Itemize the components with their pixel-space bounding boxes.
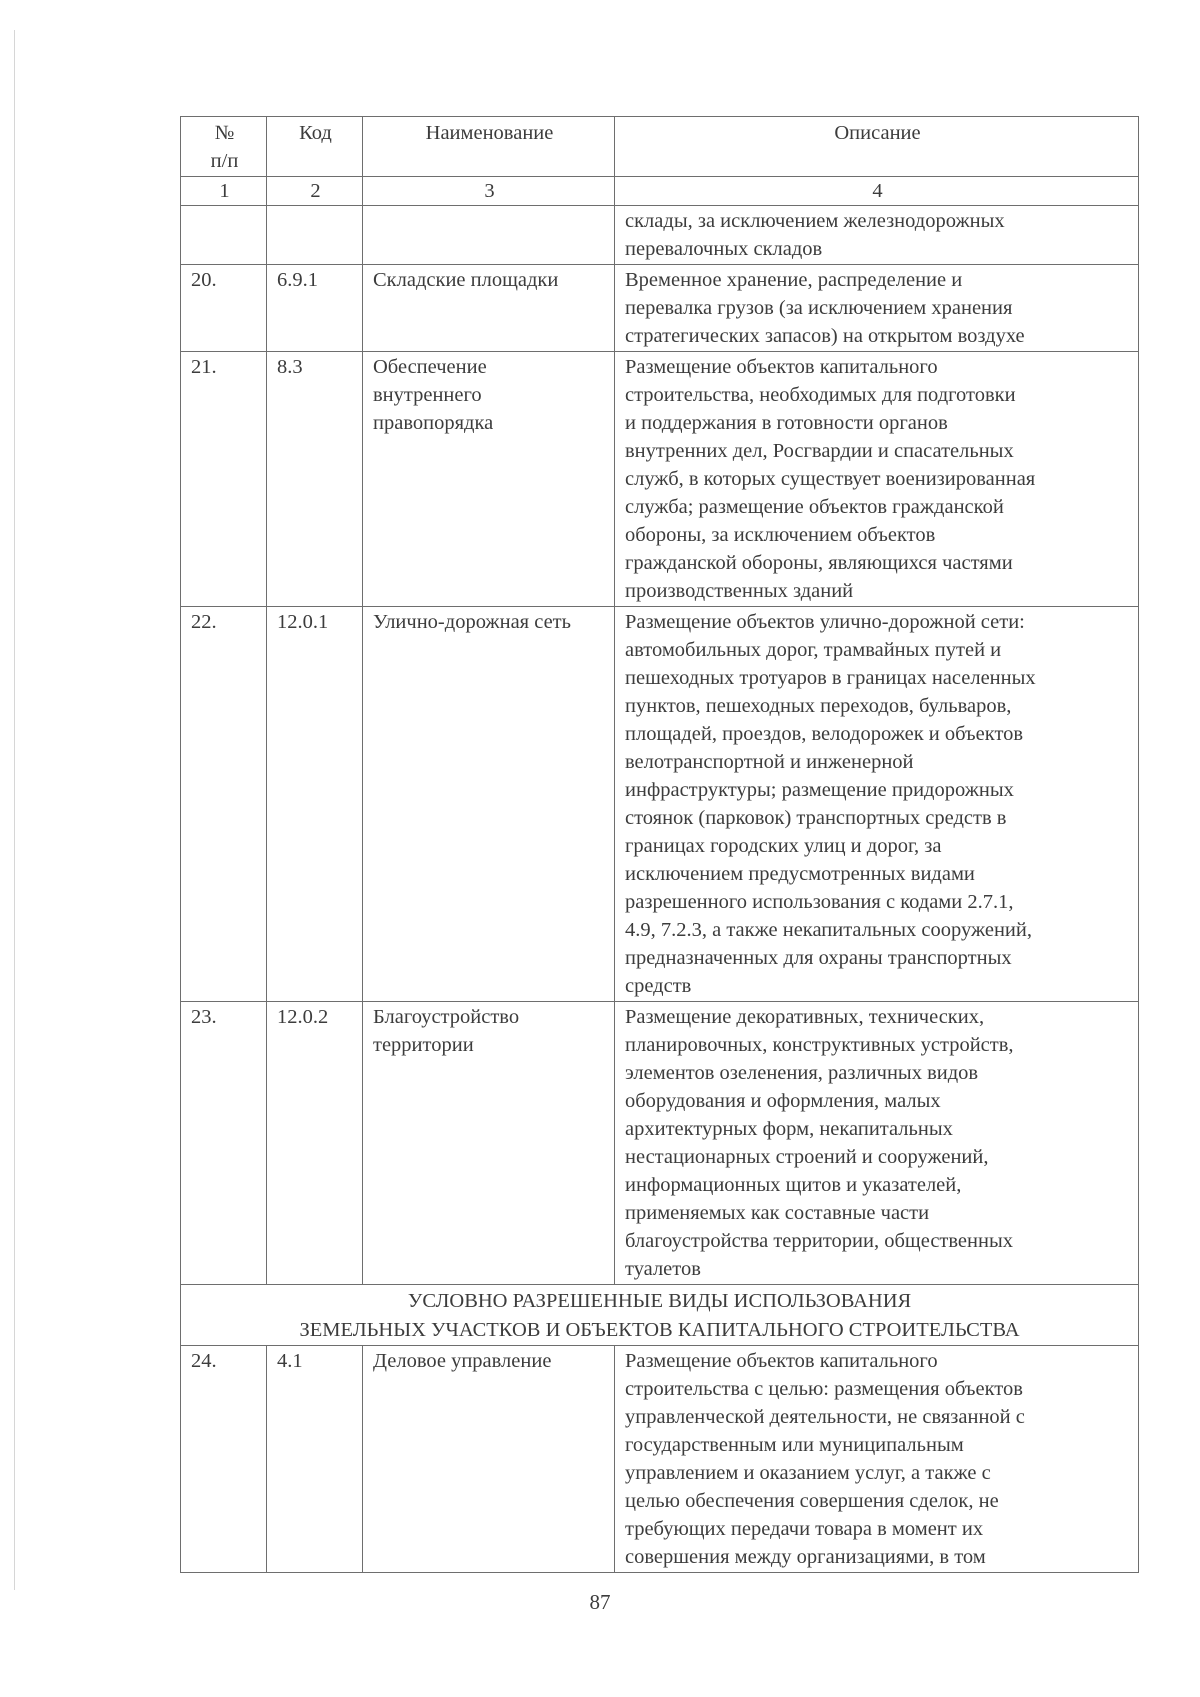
row-name: Обеспечение внутреннего правопорядка	[363, 352, 615, 607]
row-description: Размещение объектов капитального строительства с целью: размещения объектов управленческой деятельности, не связанной с государственным или муниципальным управлением и оказанием услуг, а также с целью обеспечения совершения сделок, не требующих передачи товара в момент их совершения между организациями, в том	[615, 1346, 1139, 1573]
table-row	[181, 607, 1139, 1002]
land-use-table	[180, 116, 1139, 1573]
header-name: Наименование	[363, 117, 615, 177]
row-num: 21.	[181, 352, 267, 607]
scan-margin-line	[14, 30, 15, 1590]
row-description: Размещение объектов улично-дорожной сети: автомобильных дорог, трамвайных путей и пешеходных тротуаров в границах населенных пунктов, пешеходных переходов, бульваров, площадей, проездов, велодорожек и объектов велотранспортной и инженерной инфраструктуры; размещение придорожных стоянок (парковок) транспортных средств в границах городских улиц и дорог, за исключением предусмотренных видами разрешенного использования с кодами 2.7.1, 4.9, 7.2.3, а также некапитальных сооружений, предназначенных для охраны транспортных средств	[615, 607, 1139, 1002]
column-number: 1	[181, 177, 267, 206]
table-row	[181, 1002, 1139, 1285]
row-name	[363, 206, 615, 265]
row-num: 20.	[181, 265, 267, 352]
row-num: 24.	[181, 1346, 267, 1573]
row-code: 8.3	[267, 352, 363, 607]
row-name: Улично-дорожная сеть	[363, 607, 615, 1002]
header-code: Код	[267, 117, 363, 177]
table-row-continuation	[181, 206, 1139, 265]
row-num	[181, 206, 267, 265]
row-description: склады, за исключением железнодорожных перевалочных складов	[615, 206, 1139, 265]
page-number: 87	[589, 1590, 611, 1614]
row-code	[267, 206, 363, 265]
column-number: 2	[267, 177, 363, 206]
table-row	[181, 265, 1139, 352]
row-code: 4.1	[267, 1346, 363, 1573]
section-heading: УСЛОВНО РАЗРЕШЕННЫЕ ВИДЫ ИСПОЛЬЗОВАНИЯ ЗЕМЕЛЬНЫХ УЧАСТКОВ И ОБЪЕКТОВ КАПИТАЛЬНОГО СТРОИТЕЛЬСТВА	[181, 1285, 1139, 1346]
row-code: 12.0.2	[267, 1002, 363, 1285]
column-number-row	[181, 177, 1139, 206]
column-number: 4	[615, 177, 1139, 206]
column-number: 3	[363, 177, 615, 206]
row-name: Деловое управление	[363, 1346, 615, 1573]
row-name: Благоустройство территории	[363, 1002, 615, 1285]
section-heading-row	[181, 1285, 1139, 1346]
table-row	[181, 352, 1139, 607]
table-header-row	[181, 117, 1139, 177]
row-num: 22.	[181, 607, 267, 1002]
row-code: 6.9.1	[267, 265, 363, 352]
table-row	[181, 1346, 1139, 1573]
header-num: № п/п	[181, 117, 267, 177]
row-description: Размещение объектов капитального строительства, необходимых для подготовки и поддержания в готовности органов внутренних дел, Росгвардии и спасательных служб, в которых существует военизированная служба; размещение объектов гражданской обороны, за исключением объектов гражданской обороны, являющихся частями производственных зданий	[615, 352, 1139, 607]
header-description: Описание	[615, 117, 1139, 177]
row-name: Складские площадки	[363, 265, 615, 352]
row-description: Временное хранение, распределение и перевалка грузов (за исключением хранения стратегических запасов) на открытом воздухе	[615, 265, 1139, 352]
row-description: Размещение декоративных, технических, планировочных, конструктивных устройств, элементов озеленения, различных видов оборудования и оформления, малых архитектурных форм, некапитальных нестационарных строений и сооружений, информационных щитов и указателей, применяемых как составные части благоустройства территории, общественных туалетов	[615, 1002, 1139, 1285]
row-num: 23.	[181, 1002, 267, 1285]
row-code: 12.0.1	[267, 607, 363, 1002]
